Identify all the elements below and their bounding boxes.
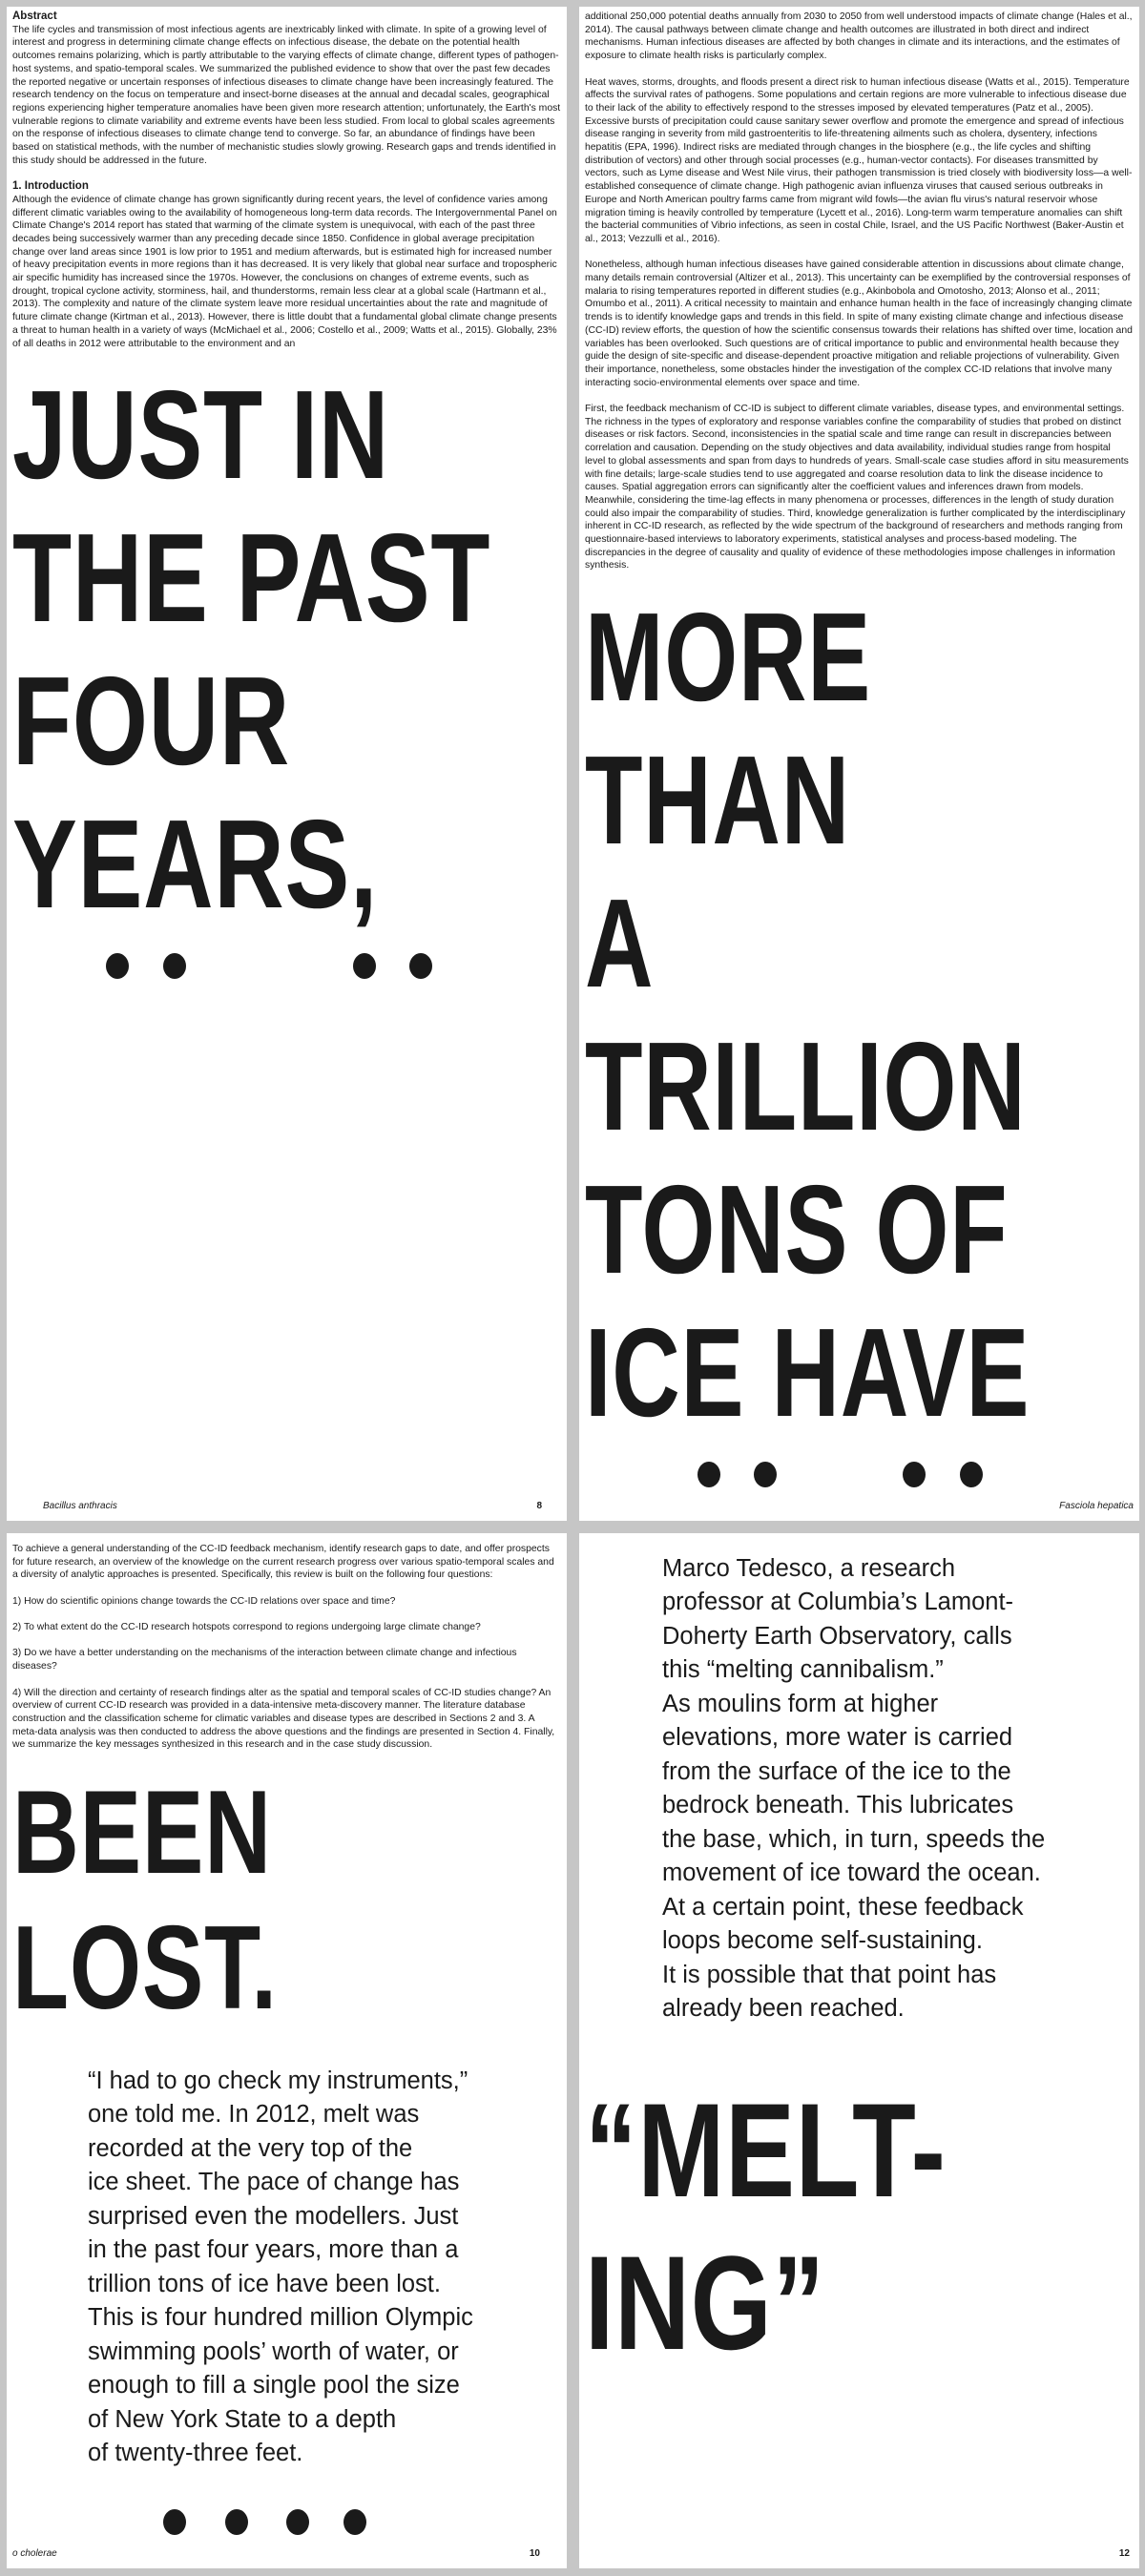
headline-line: MORE [585,586,871,727]
ellipsis [12,953,561,979]
text-line: in the past four years, more than a [88,2236,459,2264]
paragraph: Heat waves, storms, droughts, and floods present a direct risk to human infectious disease (Watts et al., 2015). Temperature affects the survival rates of pathogens. Some populations and certain regions are more vulnerable to infectious disease due to their lack of the ability to effectively respond to the stresses imposed by elevated temperatures (Patz et al., 2005). Excessive bursts of precipitation could cause sanitary sewer overflow and promote the emergence and spread of infectious disease ranging in severity from mild gastroenteritis to life-threatening ailments such as cholera, dysentery, infections hepatitis (EPA, 1996). Indirect risks are mediated through changes in the biosphere (e.g., the life cycles and shifting distribution of vectors) and other through social processes (e.g., human-vector contacts). For diseases transmitted by vectors, such as Lyme disease and West Nile virus, their pathogen transmission is tried closely with biodiversity loss—a well-established consequence of climate change. High pathogenic avian influenza viruses that caused serious outbreaks in Europe and North American poultry farms came from migrant wild fowls—the avian flu virus's natural reservoir whose migration timing is heavily controlled by temperature (Lycett et al., 2016). Long-term warm temperature anomalies can shift the bacterial communities of Vibrio infections, as seen in costal Chile, Israel, and the US Pacific Northwest (Baker-Austin et al., 2013; Vezzulli et al., 2016). [585,76,1133,244]
ellipsis-dot [754,1462,777,1487]
ellipsis-dot [903,1462,926,1487]
text-line: loops become self-sustaining. [662,1927,983,1955]
figure-caption: Bacillus anthracis [43,1500,117,1511]
headline-line: TONS OF [585,1158,1009,1299]
article-text [12,10,561,364]
intro-heading: 1. Introduction [12,180,89,193]
page-footer [12,2535,561,2559]
headline-line: ING” [585,2227,825,2378]
headline-line: “MELT- [585,2074,947,2225]
page-12 [579,1533,1139,2568]
article-text [12,1543,561,1765]
text-line: professor at Columbia’s Lamont- [662,1589,1014,1616]
paragraph: Nonetheless, although human infectious diseases have gained considerable attention in discussions about climate change, many details remain controversial (Altizer et al., 2013). This uncertainty can be exemplified by the controversial responses of malaria to rising temperatures reported in different studies (e.g., Akinbobola and Omotosho, 2013; Alonso et al., 2011; Omumbo et al., 2011). A critical necessity to maintain and enhance human health in the face of increasingly changing climate trends is to identify knowledge gaps and trends in this field. In spite of many existing climate change and infectious disease (CC-ID) review efforts, the question of how the scientific consensus towards their relations has shifted over time, location and variables has been overlooked. Such questions are of critical importance to public and environmental health because they guide the design of site-specific and disease-dependent proactive mitigation and reliable projections of vulnerability. Given their importance, nonetheless, some obstacles hinder the investigation of the complex CC-ID relations that involve many interacting socio-environmental elements over space and time. [585,260,1133,388]
ellipsis-dot [344,2509,366,2535]
headline-line: LOST. [12,1901,278,2034]
text-line: the base, which, in turn, speeds the [662,1825,1046,1853]
paragraph: 3) Do we have a better understanding on the mechanisms of the interaction between climate change and infectious diseases? [12,1648,517,1672]
headline-line: ICE HAVE [585,1301,1030,1443]
headline-line: THE PAST [12,507,491,648]
ellipsis-dot [697,1462,720,1487]
intro-paragraph: Although the evidence of climate change has grown significantly during recent years, the level of confidence varies among different climatic variables owing to the availability of homogeneous long-term data records. The Intergovernmental Panel on Climate Change's 2014 report has stated that warming of the climate system is unequivocal, with each of the past three decades being successively warmer than any preceding decade since 1850. Confidence in global average precipitation change over land areas since 1901 is low prior to 1951 and medium afterwards, but is estimated high for increased number of heavy precipitation events in more regions than it has decreased. It is very likely that global near surface and tropospheric air specific humidity has increased since the 1970s. However, the conclusions on changes of extreme events, such as drought, tropical cyclone activity, storminess, hail, and thunderstorms, remain less clear at a global scale (Hartmann et al., 2013). The complexity and nature of the climate system leave more residual uncertainties about the rate and magnitude of future climate change (Kirtman et al., 2013). However, there is little doubt that a fundamental global climate change presents a threat to human health in a variety of ways (McMichael et al., 2006; Costello et al., 2009; Watts et al., 2015). Globally, 23% of all deaths in 2012 were attributable to the environment and an [12,194,557,349]
page-10 [7,1533,567,2568]
ellipsis-dot [409,953,432,979]
text-line: of New York State to a depth [88,2405,397,2433]
page-8 [7,7,567,1521]
paragraph: 1) How do scientific opinions change towards the CC-ID relations over space and time? [12,1595,396,1607]
text-line: This is four hundred million Olympic [88,2304,473,2332]
figure-caption: o cholerae [12,2547,57,2559]
headline-line: FOUR [12,650,291,791]
headline-line: YEARS, [12,793,379,934]
ellipsis-dot [163,2509,186,2535]
figure-caption: Fasciola hepatica [1059,1500,1134,1511]
page-number: 12 [1118,2547,1130,2559]
text-line: one told me. In 2012, melt was [88,2101,420,2129]
headline-line: JUST IN [12,364,390,505]
ellipsis-dot [163,953,186,979]
text-line: bedrock beneath. This lubricates [662,1792,1014,1819]
text-line: As moulins form at higher [662,1690,939,1717]
text-line: movement of ice toward the ocean. [662,1859,1041,1887]
text-line: enough to fill a single pool the size [88,2372,460,2399]
pull-quote [88,2065,561,2471]
ellipsis-dot [960,1462,983,1487]
abstract-paragraph: The life cycles and transmission of most infectious agents are inextricably linked with climate. In spite of a growing level of interest and progress in determining climate change effects on infectious disease, the debate on the potential health outcomes remains polarizing, which is partly attributable to the varying effects of climate change, different types of pathogen-host systems, and spatio-temporal scales. We summarized the published evidence to show that over the past few decades the reported negative or uncertain responses of infectious diseases to climate change have been increasingly featured. The research tendency on the focus on temperature and insect-borne diseases at the annual and decadal scales, geographical regions experiencing higher temperature anomalies have been given more research attention; unfortunately, the Earth's most vulnerable regions to climate variability and extreme events have been less studied. From local to global scales agreements on the response of infectious diseases to climate change tend to converge. So far, an abundance of findings have been based on statistical methods, with the number of mechanistic studies slowly growing. Research gaps and trends identified in this study should be addressed in the future. [12,24,561,166]
paragraph: To achieve a general understanding of the CC-ID feedback mechanism, identify research gaps to date, and offer prospects for future research, an overview of the knowledge on the current research progress over various spatio-temporal scales and a diversity of analytic approaches is presented. Specifically, this review is built on the following four questions: [12,1543,554,1581]
headline-line: BEEN [12,1766,272,1899]
headline-line: THAN [585,729,850,870]
ellipsis [12,2509,561,2535]
text-line: of twenty-three feet. [88,2440,303,2467]
text-line: from the surface of the ice to the [662,1757,1011,1785]
page-9 [579,7,1139,1521]
ellipsis-dot [286,2509,309,2535]
abstract-heading: Abstract [12,10,57,22]
text-line: this “melting cannibalism.” [662,1656,944,1684]
headline [585,586,1030,1444]
ellipsis [585,1462,1134,1487]
text-line: “I had to go check my instruments,” [88,2067,468,2094]
headline [585,2074,1013,2379]
text-line: swimming pools’ worth of water, or [88,2337,459,2365]
text-line: ice sheet. The pace of change has [88,2169,460,2196]
ellipsis-dot [353,953,376,979]
text-line: At a certain point, these feedback [662,1893,1024,1921]
ellipsis-dot [106,953,129,979]
paragraph: additional 250,000 potential deaths annually from 2030 to 2050 from well understood impacts of climate change (Hales et al., 2014). The causal pathways between climate change and health outcomes are illustrated in both direct and indirect mechanisms. Human infectious diseases are affected by both changes in climate and its interactions, and the estimates of exposure to climate health risks is particularly complex. [585,11,1133,62]
ellipsis-dot [225,2509,248,2535]
headline [12,1765,440,2036]
text-line: already been reached. [662,1995,905,2023]
page-number: 10 [529,2547,540,2559]
headline [12,364,491,936]
headline-line: A [585,872,655,1013]
paragraph: First, the feedback mechanism of CC-ID is subject to different climate variables, disease types, and environmental settings. The richness in the types of exploratory and response variables confine the comparability of studies that probed on distinct diseases or risk factors. Second, inconsistencies in the spatial scale and time range can result in discrepancies between correlation and causation. Depending on the study objectives and data availability, individual studies range from hospital level to global assessments and span from days to hundreds of years. Small-scale case studies afford in situ measurements with fine details; large-scale studies tend to use aggregated and coarse resolution data to link the disease incidence to causes. Spatial aggregation errors can significantly alter the coefficient values and inferences drawn from models. Meanwhile, considering the time-lag effects in many phenomena or processes, differences in the length of study duration could also impair the comparability of studies. Third, knowledge generalization is further complicated by the interdisciplinary inherent in CC-ID research, as reflected by the wide spectrum of the background of researchers and methods ranging from questionnaire-based interviews to laboratory experiments, statistical analyses and process-based modeling. The discrepancies in the degree of causality and quality of evidence of these methodologies impose challenges in information synthesis. [585,404,1129,571]
body-text [662,1552,1134,2026]
article-text [585,10,1134,586]
text-line: elevations, more water is carried [662,1724,1013,1752]
page-footer [585,1487,1134,1511]
page-footer [585,2535,1134,2559]
text-line: It is possible that that point has [662,1961,997,1988]
text-line: Doherty Earth Observatory, calls [662,1622,1012,1650]
page-number: 8 [536,1500,542,1511]
paragraph: 4) Will the direction and certainty of research findings alter as the spatial and temporal scales of CC-ID studies change? An overview of current CC-ID research was provided in a data-intensive meta-discovery manner. The literature database construction and the classification scheme for climatic variables and disease types are described in Sections 2 and 3. A meta-data analysis was then conducted to address the above questions and the findings are presented in Section 4. Finally, we summarize the key messages synthesized in this research and in the case study discussion. [12,1687,555,1751]
text-line: recorded at the very top of the [88,2134,413,2162]
text-line: surprised even the modellers. Just [88,2202,459,2230]
text-line: Marco Tedesco, a research [662,1554,956,1582]
paragraph: 2) To what extent do the CC-ID research hotspots correspond to regions undergoing large climate change? [12,1622,481,1633]
text-line: trillion tons of ice have been lost. [88,2270,441,2297]
headline-line: TRILLION [585,1015,1027,1156]
page-footer [12,1487,561,1511]
